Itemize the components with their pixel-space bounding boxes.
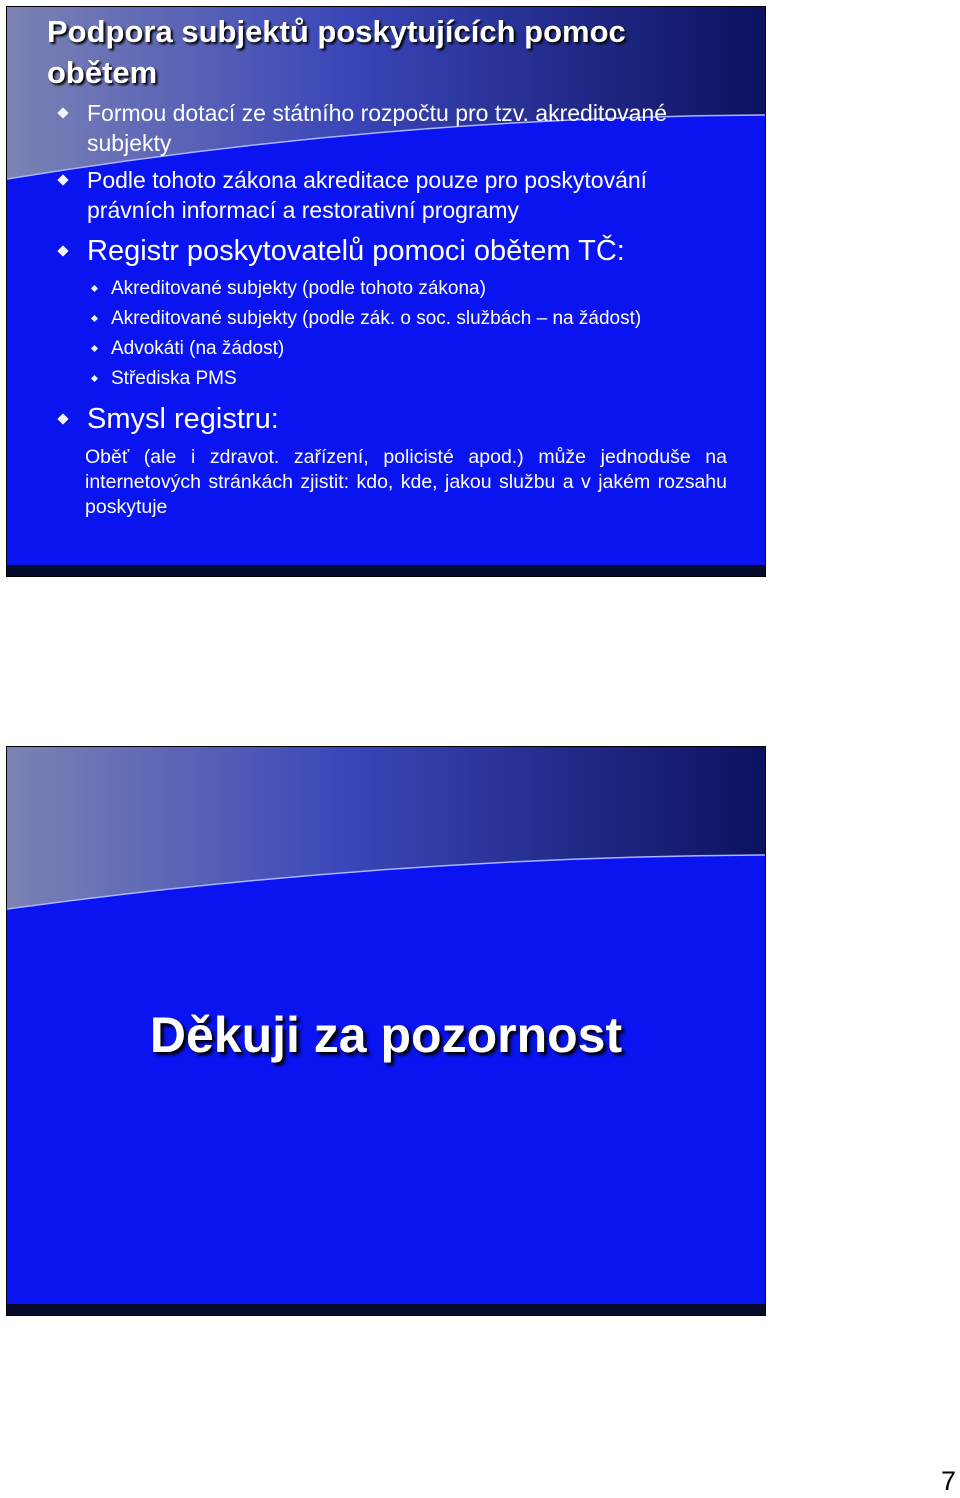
- bullet-text: Smysl registru:: [87, 403, 279, 435]
- bullet-text: Registr poskytovatelů pomoci obětem TČ:: [87, 235, 625, 267]
- bullet-text: Formou dotací ze státního rozpočtu pro tzv. akreditované subjekty: [87, 100, 667, 156]
- bullet-item: [87, 165, 737, 225]
- bullet-text: Podle tohoto zákona akreditace pouze pro poskytování právních informací a restorativní programy: [87, 167, 648, 223]
- sub-bullet-text: Akreditované subjekty (podle zák. o soc. službách – na žádost): [111, 308, 642, 329]
- slide-2: [6, 746, 766, 1316]
- thank-you-title: Děkuji za pozornost: [149, 1007, 623, 1063]
- sub-bullet-item: [111, 367, 751, 391]
- slide-title: Podpora subjektů poskytujících pomoc obětem: [47, 14, 626, 90]
- bullet-item: [87, 98, 737, 158]
- slide-1: [6, 6, 766, 577]
- sub-bullet-item: [111, 307, 751, 331]
- sub-bullet-item: [111, 337, 751, 361]
- sub-bullet-text: Akreditované subjekty (podle tohoto zákona): [111, 278, 486, 299]
- page-number: 7: [940, 1466, 956, 1496]
- bullet-item: [87, 403, 737, 435]
- bullet-item: [87, 235, 737, 267]
- registry-purpose-paragraph: Oběť (ale i zdravot. zařízení, policisté apod.) může jednoduše na internetových stránkách zjistit: kdo, kde, jakou službu a v jakém rozsahu poskytuje: [85, 446, 727, 518]
- sub-bullet-text: Advokáti (na žádost): [111, 338, 285, 359]
- sub-bullet-item: [111, 277, 751, 301]
- sub-bullet-text: Střediska PMS: [111, 368, 237, 389]
